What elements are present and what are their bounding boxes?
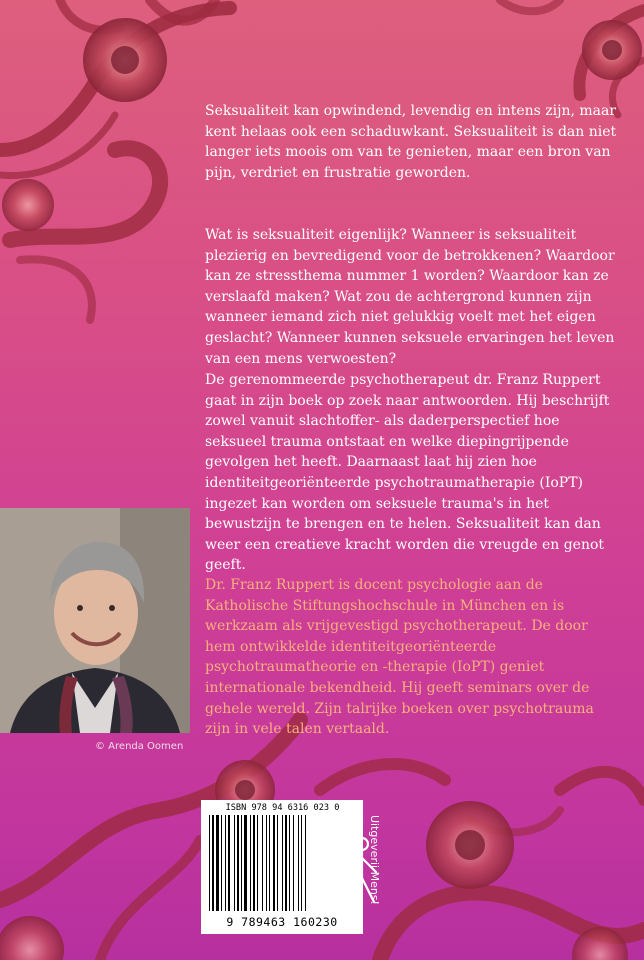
barcode-bar [269,815,270,911]
barcode-bar [253,815,255,911]
barcode-bar [244,815,247,911]
photo-credit: © Arenda Oomen [95,741,184,752]
human-figure-icon [340,806,390,931]
barcode-bar [273,815,275,911]
barcode-bar [212,815,214,911]
barcode-bar [221,815,222,911]
barcode-bar [293,815,294,911]
barcode-bar [234,815,235,911]
publisher-name: Uitgeverij Mens! [368,815,381,905]
blurb-paragraph-2: Wat is seksualiteit eigenlijk? Wanneer is seksualiteit plezierig en bevredigend voor de betrokkenen? Waardoor kan ze stressthema nummer 1 worden? Waardoor kan ze verslaafd maken? Wat zou de achtergrond kunnen zijn wanneer iemand zich niet gelukkig voelt met het eigen geslacht? Wanneer kunnen seksuele ervaringen het leven van een mens verwoesten? [205,227,615,367]
barcode-bar [241,815,242,911]
isbn-label: ISBN 978 94 6316 023 0 [225,803,340,813]
barcode-bar [277,815,278,911]
barcode-bars [209,815,355,911]
barcode-bar [250,815,251,911]
barcode-bar [209,815,210,911]
barcode-bar [289,815,290,911]
barcode-bar [282,815,283,911]
barcode-bar [298,815,299,911]
barcode-bar [228,815,230,911]
author-portrait-illustration [0,508,190,733]
isbn-barcode [201,800,363,934]
barcode-number: 9 789463 160230 [226,915,338,929]
blurb-paragraph-1: Seksualiteit kan opwindend, levendig en intens zijn, maar kent helaas ook een schaduwkant. Seksualiteit is dan niet langer iets moois om van te genieten, maar een bron van pijn, verdriet en frustratie geworden. [205,103,617,181]
barcode-bar [225,815,226,911]
barcode-bar [285,815,287,911]
barcode-bar [257,815,258,911]
barcode-bar [266,815,267,911]
barcode-bar [301,815,302,911]
barcode-bar [216,815,219,911]
barcode-bar [305,815,306,911]
blurb-paragraph-3: De gerenommeerde psychotherapeut dr. Franz Ruppert gaat in zijn boek op zoek naar antwoorden. Hij beschrijft zowel vanuit slachtoffer- als daderperspectief hoe seksueel trauma ontstaat en welke diepingrijpende gevolgen het heeft. Daarnaast laat hij zien hoe identiteitgeoriënteerde psychotraumatherapie (IoPT) ingezet kan worden om seksuele trauma's in het bewustzijn te brengen en te helen. Seksualiteit kan dan weer een creatieve kracht worden die vreugde en genot geeft. [205,372,610,574]
author-photo [0,508,190,733]
barcode-bar [262,815,263,911]
author-bio: Dr. Franz Ruppert is docent psychologie aan de Katholische Stiftungshochschule in München en is werkzaam als vrijgevestigd psychotherapeut. De door hem ontwikkelde identiteitgeoriënteerde psychotraumatheorie en -therapie (IoPT) geniet internationale bekendheid. Hij geeft seminars over de gehele wereld. Zijn talrijke boeken over psychotrauma zijn in vele talen vertaald. [205,577,594,738]
barcode-bar [237,815,239,911]
